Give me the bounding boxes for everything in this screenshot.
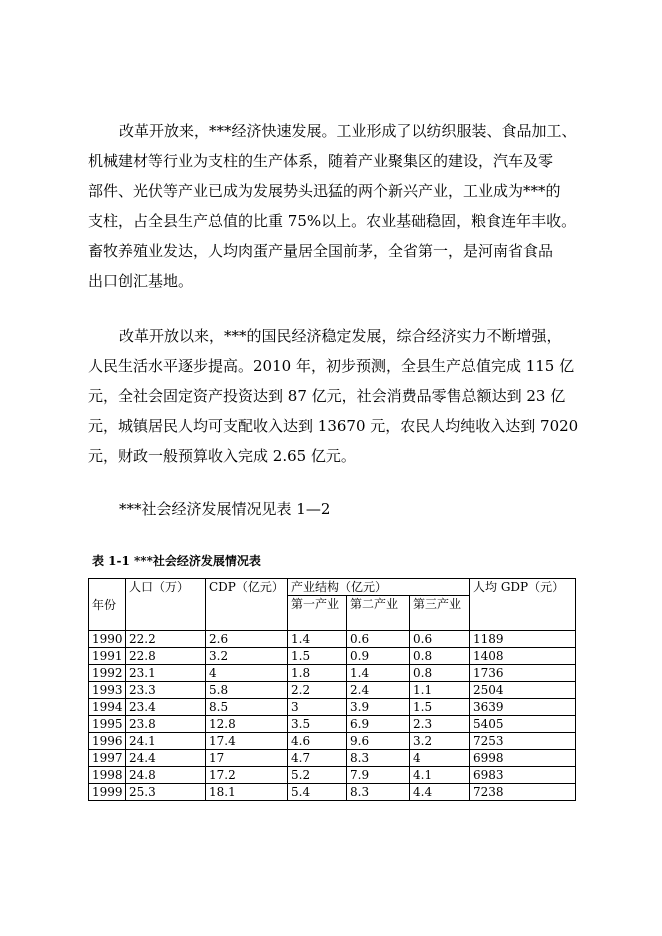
cell-gdp: 8.5 (206, 699, 288, 716)
cell-gdp: 18.1 (206, 784, 288, 801)
cell-primary: 3 (288, 699, 347, 716)
header-secondary-industry: 第二产业 (347, 596, 410, 631)
cell-year: 1991 (89, 648, 126, 665)
cell-tertiary: 2.3 (410, 716, 470, 733)
table-row (89, 733, 576, 750)
cell-per-capita-gdp: 6983 (470, 767, 576, 784)
cell-tertiary: 4.4 (410, 784, 470, 801)
cell-per-capita-gdp: 1189 (470, 631, 576, 648)
table-caption: 表 1-1 ***社会经济发展情况表 (92, 554, 261, 568)
cell-per-capita-gdp: 3639 (470, 699, 576, 716)
cell-primary: 3.5 (288, 716, 347, 733)
cell-gdp: 17 (206, 750, 288, 767)
paragraph-line: 元，全社会固定资产投资达到 87 亿元，社会消费品零售总额达到 23 亿 (88, 387, 566, 405)
cell-primary: 5.2 (288, 767, 347, 784)
cell-population: 23.3 (126, 682, 206, 699)
paragraph-line: 改革开放来，***经济快速发展。工业形成了以纺织服装、食品加工、 (119, 122, 577, 140)
table-row (89, 682, 576, 699)
cell-year: 1999 (89, 784, 126, 801)
cell-population: 22.2 (126, 631, 206, 648)
cell-population: 23.1 (126, 665, 206, 682)
cell-secondary: 8.3 (347, 750, 410, 767)
cell-gdp: 4 (206, 665, 288, 682)
cell-gdp: 5.8 (206, 682, 288, 699)
cell-tertiary: 1.5 (410, 699, 470, 716)
cell-year: 1996 (89, 733, 126, 750)
cell-secondary: 9.6 (347, 733, 410, 750)
cell-population: 23.4 (126, 699, 206, 716)
cell-population: 24.4 (126, 750, 206, 767)
cell-tertiary: 0.8 (410, 665, 470, 682)
cell-gdp: 3.2 (206, 648, 288, 665)
cell-tertiary: 3.2 (410, 733, 470, 750)
cell-year: 1990 (89, 631, 126, 648)
cell-year: 1992 (89, 665, 126, 682)
paragraph-line: 元，财政一般预算收入完成 2.65 亿元。 (88, 447, 356, 465)
cell-gdp: 12.8 (206, 716, 288, 733)
cell-per-capita-gdp: 7238 (470, 784, 576, 801)
cell-primary: 1.4 (288, 631, 347, 648)
cell-per-capita-gdp: 5405 (470, 716, 576, 733)
cell-gdp: 17.4 (206, 733, 288, 750)
cell-secondary: 0.6 (347, 631, 410, 648)
cell-per-capita-gdp: 7253 (470, 733, 576, 750)
table-row (89, 648, 576, 665)
cell-secondary: 2.4 (347, 682, 410, 699)
cell-year: 1993 (89, 682, 126, 699)
paragraph-industry (88, 116, 588, 296)
cell-tertiary: 4 (410, 750, 470, 767)
table-row (89, 665, 576, 682)
cell-secondary: 0.9 (347, 648, 410, 665)
cell-population: 24.1 (126, 733, 206, 750)
paragraph-economy (88, 321, 588, 471)
economic-stats-table (88, 578, 576, 801)
paragraph-line: ***社会经济发展情况见表 1—2 (119, 500, 331, 518)
cell-per-capita-gdp: 2504 (470, 682, 576, 699)
paragraph-line: 元，城镇居民人均可支配收入达到 13670 元，农民人均纯收入达到 7020 (88, 417, 579, 435)
cell-year: 1998 (89, 767, 126, 784)
cell-primary: 4.6 (288, 733, 347, 750)
cell-secondary: 8.3 (347, 784, 410, 801)
paragraph-line: 部件、光伏等产业已成为发展势头迅猛的两个新兴产业，工业成为***的 (88, 182, 561, 200)
table-row (89, 784, 576, 801)
paragraph-line: 人民生活水平逐步提高。2010 年，初步预测，全县生产总值完成 115 亿 (88, 357, 575, 375)
paragraph-line: 出口创汇基地。 (88, 272, 194, 290)
cell-primary: 1.5 (288, 648, 347, 665)
cell-gdp: 2.6 (206, 631, 288, 648)
cell-primary: 5.4 (288, 784, 347, 801)
cell-secondary: 1.4 (347, 665, 410, 682)
table-row (89, 631, 576, 648)
paragraph-line: 改革开放以来，***的国民经济稳定发展，综合经济实力不断增强， (119, 327, 562, 345)
cell-tertiary: 0.6 (410, 631, 470, 648)
paragraph-line: 畜牧养殖业发达，人均肉蛋产量居全国前茅，全省第一，是河南省食品 (88, 242, 554, 260)
cell-population: 24.8 (126, 767, 206, 784)
cell-tertiary: 4.1 (410, 767, 470, 784)
table-row (89, 750, 576, 767)
cell-secondary: 7.9 (347, 767, 410, 784)
header-per-capita-gdp: 人均 GDP（元） (470, 579, 576, 631)
cell-primary: 2.2 (288, 682, 347, 699)
table-row (89, 716, 576, 733)
header-population: 人口（万） (126, 579, 206, 631)
header-primary-industry: 第一产业 (288, 596, 347, 631)
cell-gdp: 17.2 (206, 767, 288, 784)
cell-population: 22.8 (126, 648, 206, 665)
cell-tertiary: 0.8 (410, 648, 470, 665)
cell-per-capita-gdp: 1736 (470, 665, 576, 682)
table-body (89, 631, 576, 801)
cell-year: 1994 (89, 699, 126, 716)
header-year: 年份 (89, 579, 126, 631)
paragraph-line: 支柱，占全县生产总值的比重 75%以上。农业基础稳固，粮食连年丰收。 (88, 212, 577, 230)
header-industry-structure: 产业结构（亿元） (288, 579, 470, 596)
table-row (89, 699, 576, 716)
cell-secondary: 6.9 (347, 716, 410, 733)
cell-secondary: 3.9 (347, 699, 410, 716)
header-gdp: CDP（亿元） (206, 579, 288, 631)
cell-year: 1995 (89, 716, 126, 733)
cell-per-capita-gdp: 1408 (470, 648, 576, 665)
cell-primary: 1.8 (288, 665, 347, 682)
paragraph-line: 机械建材等行业为支柱的生产体系，随着产业聚集区的建设，汽车及零 (88, 152, 554, 170)
cell-tertiary: 1.1 (410, 682, 470, 699)
paragraph-table-reference (88, 494, 588, 524)
cell-population: 25.3 (126, 784, 206, 801)
cell-per-capita-gdp: 6998 (470, 750, 576, 767)
table-row (89, 767, 576, 784)
cell-year: 1997 (89, 750, 126, 767)
cell-primary: 4.7 (288, 750, 347, 767)
cell-population: 23.8 (126, 716, 206, 733)
header-tertiary-industry: 第三产业 (410, 596, 470, 631)
